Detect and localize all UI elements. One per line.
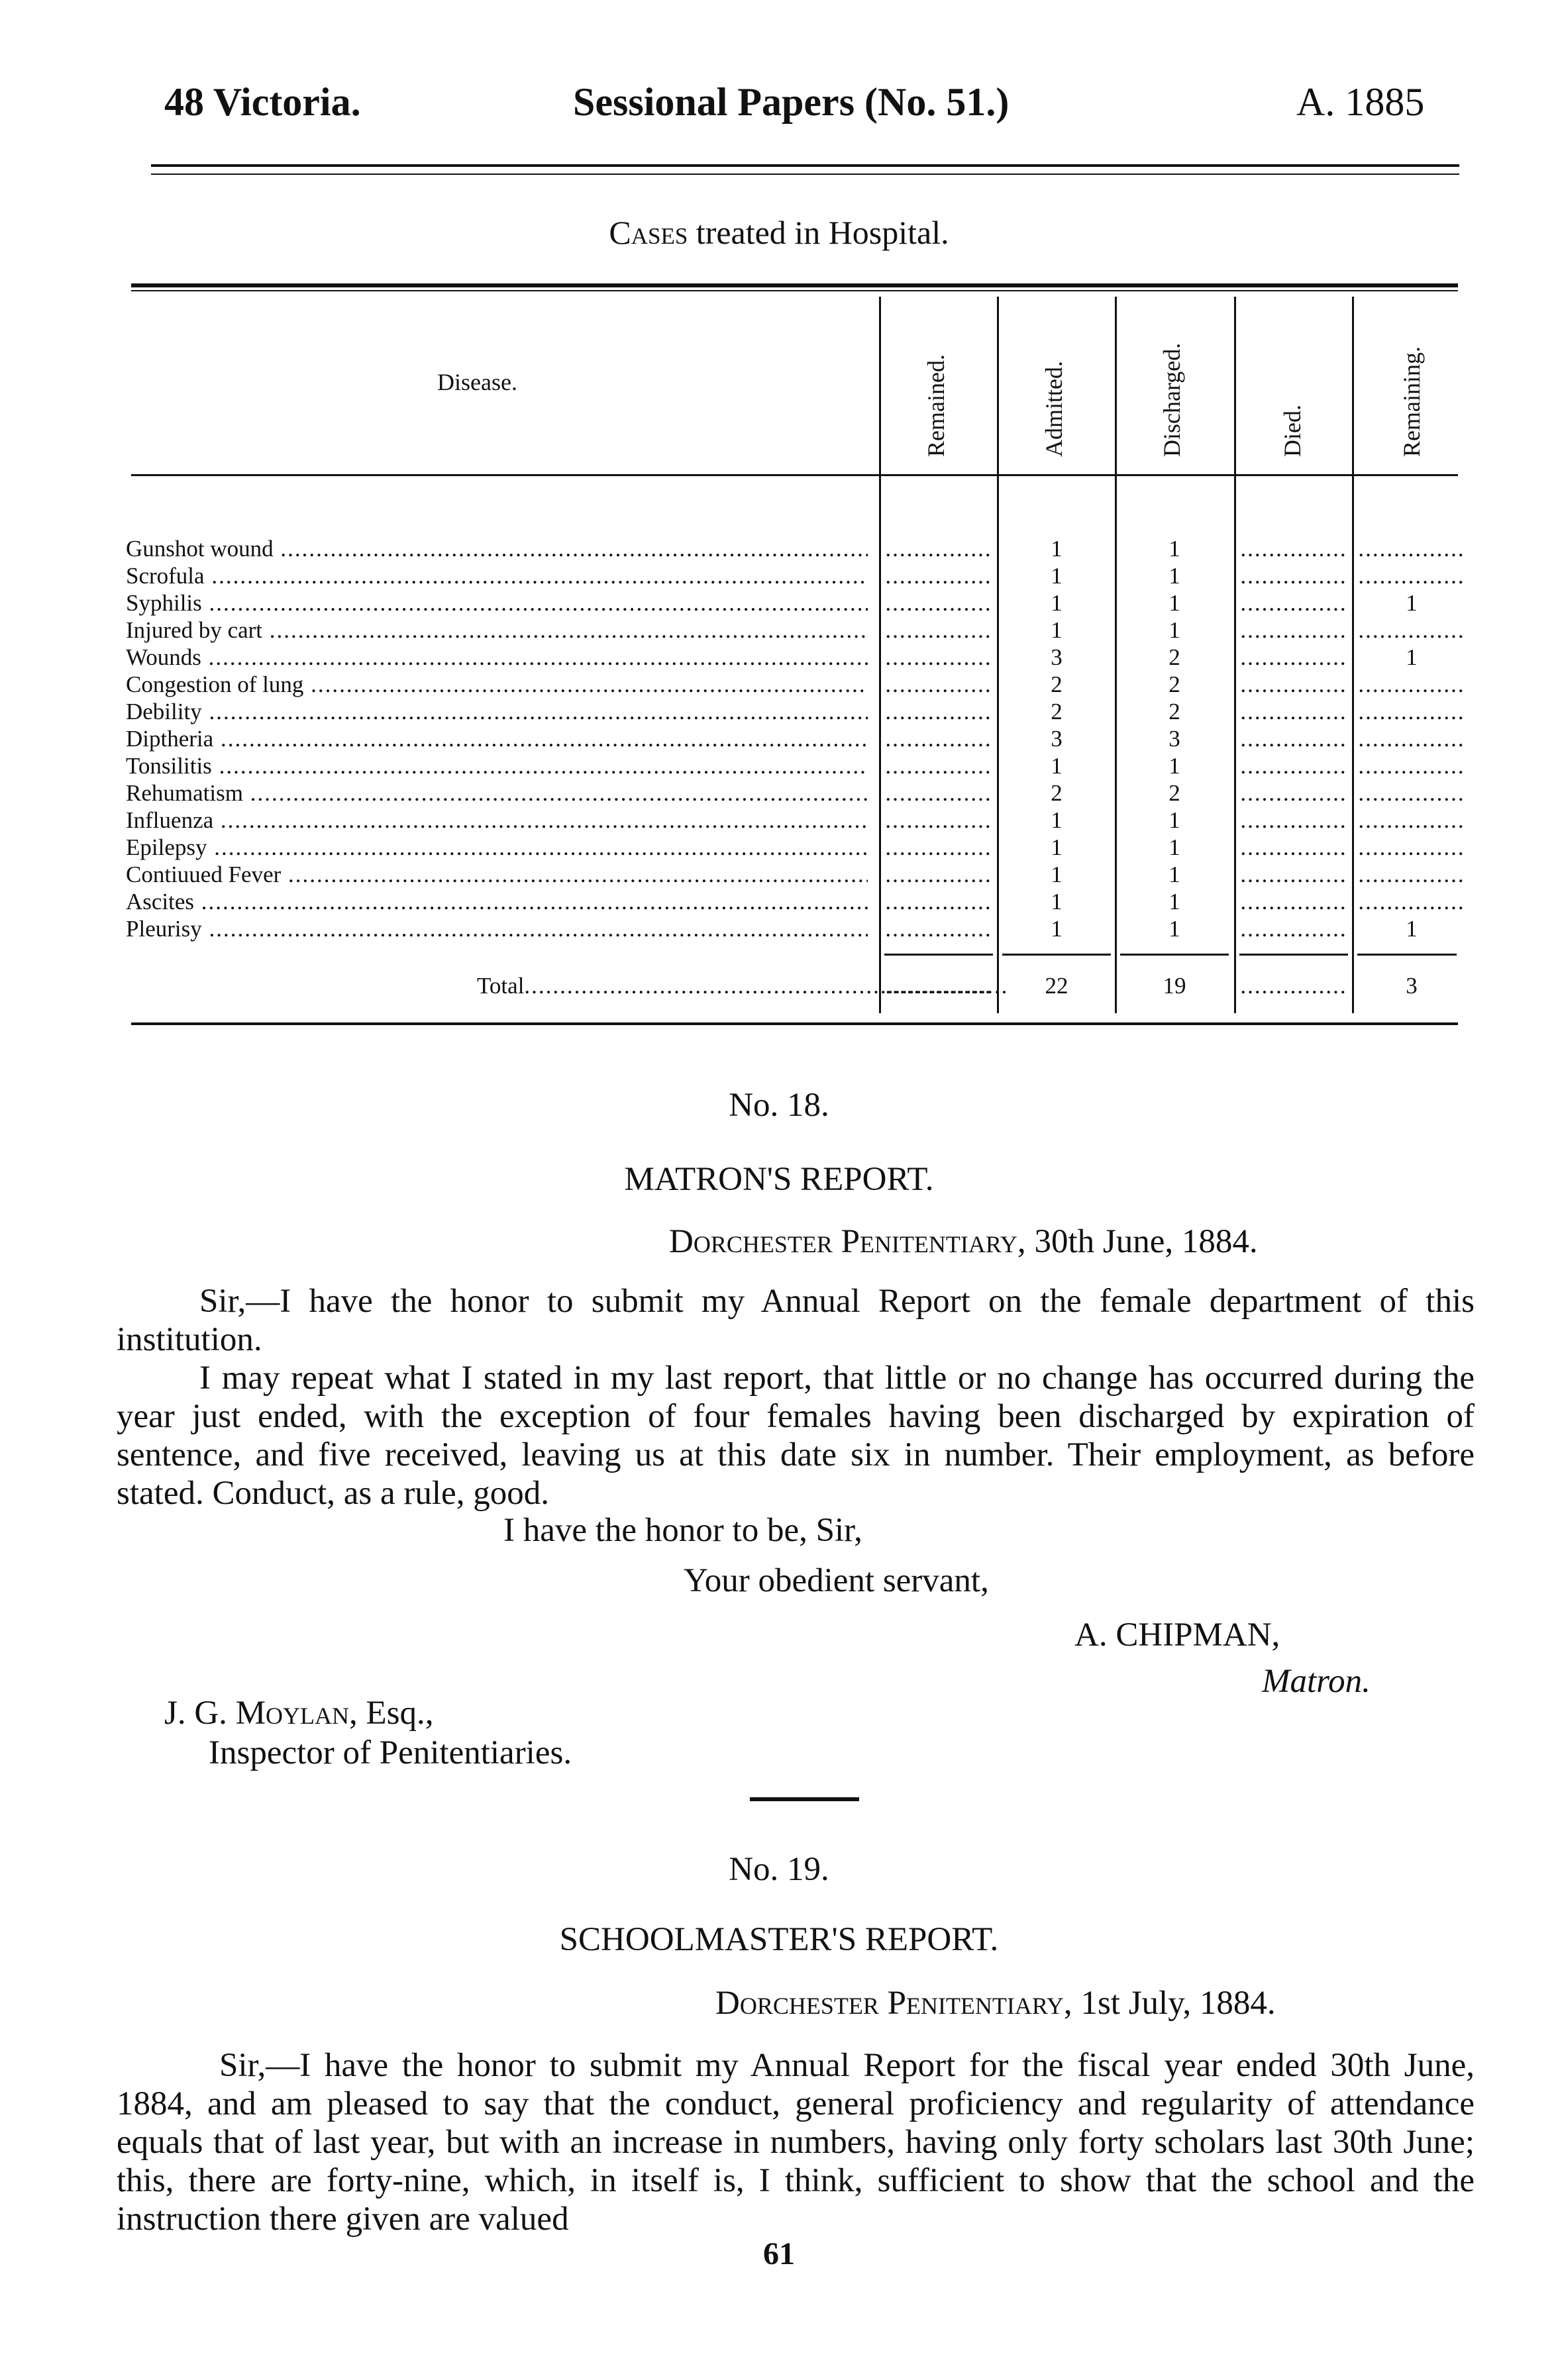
total-rule-remained	[884, 954, 993, 956]
cell-admitted: 3	[1051, 726, 1063, 752]
cell-remaining	[1355, 779, 1468, 807]
cell-died	[1237, 725, 1350, 753]
table-row	[126, 617, 1484, 644]
cell-discharged: 1	[1168, 753, 1180, 779]
table-rule-top	[131, 283, 1458, 287]
column-header-discharged: Discharged.	[1159, 342, 1185, 457]
disease-name: Scrofula	[126, 563, 205, 589]
cell-remaining	[1355, 807, 1468, 834]
column-header-died: Died.	[1279, 405, 1306, 457]
cell-died	[1237, 888, 1350, 916]
cell-died	[1237, 915, 1350, 943]
disease-name: Diptheria	[126, 726, 214, 752]
cell-remaining: 1	[1406, 644, 1418, 670]
cell-discharged: 2	[1168, 671, 1180, 697]
cell-remained	[882, 915, 995, 943]
table-row	[126, 779, 1484, 807]
cell-remained	[882, 888, 995, 916]
cell-remained	[882, 779, 995, 807]
cell-discharged: 1	[1168, 536, 1180, 562]
matron-paragraph-1: Sir,—I have the honor to submit my Annual Report on the female department of this institution.	[117, 1283, 1475, 1358]
addressee-prefix: J. G.	[164, 1695, 236, 1732]
column-header-admitted: Admitted.	[1041, 361, 1067, 457]
cell-remaining	[1355, 698, 1468, 726]
matron-addressee-title: Inspector of Penitentiaries.	[209, 1734, 572, 1771]
column-header-remaining: Remaining.	[1398, 346, 1425, 457]
total-discharged: 19	[1163, 973, 1186, 999]
schoolmaster-report-title: SCHOOLMASTER'S REPORT.	[559, 1921, 999, 1958]
cell-admitted: 1	[1051, 807, 1063, 833]
cell-admitted: 1	[1051, 834, 1063, 860]
cell-died	[1237, 752, 1350, 780]
page-number: 61	[763, 2236, 795, 2271]
disease-name: Tonsilitis	[126, 753, 212, 779]
table-row	[126, 644, 1484, 671]
cell-discharged: 1	[1168, 590, 1180, 616]
schoolmaster-paragraph-1: Sir,—I have the honor to submit my Annual Report for the fiscal year ended 30th June, 1884, and am pleased to say that the conduct, general proficiency and regularity of attendance equals that of last year, but with an increase in numbers, having only forty scholars last 30th June; this, there are forty-nine, which, in itself is, I think, sufficient to show that the school and the instruction there given are valued	[117, 2047, 1475, 2238]
cell-remaining	[1355, 671, 1468, 699]
cell-discharged: 2	[1168, 699, 1180, 724]
table-row	[126, 888, 1484, 916]
disease-name: Debility	[126, 699, 202, 724]
cell-discharged: 1	[1168, 807, 1180, 833]
cell-admitted: 2	[1051, 699, 1063, 724]
cell-admitted: 1	[1051, 563, 1063, 589]
cell-remained	[882, 725, 995, 753]
table-row	[126, 752, 1484, 780]
table-total-row	[126, 972, 1484, 1000]
cell-admitted: 2	[1051, 780, 1063, 806]
table-row	[126, 834, 1484, 862]
disease-name: Gunshot wound	[126, 536, 274, 562]
disease-name: Congestion of lung	[126, 671, 304, 697]
total-rule-remaining	[1357, 954, 1457, 956]
schoolmaster-place: Dorchester Penitentiary,	[715, 1985, 1072, 2022]
cell-admitted: 1	[1051, 753, 1063, 779]
table-caption	[0, 213, 1558, 252]
cell-remaining	[1355, 752, 1468, 780]
cell-admitted: 1	[1051, 590, 1063, 616]
cell-remaining	[1355, 562, 1468, 590]
cell-discharged: 1	[1168, 617, 1180, 643]
table-row	[126, 807, 1484, 834]
total-rule-admitted	[1002, 954, 1111, 956]
disease-name: Contiuued Fever	[126, 862, 282, 887]
header-session: 48 Victoria.	[164, 80, 361, 124]
cell-remaining	[1355, 535, 1468, 563]
matron-addressee	[164, 1694, 434, 1732]
cell-discharged: 2	[1168, 644, 1180, 670]
cell-remaining	[1355, 888, 1468, 916]
total-remained	[882, 972, 995, 1000]
total-remaining: 3	[1406, 973, 1418, 999]
cell-died	[1237, 834, 1350, 862]
schoolmaster-dateline	[715, 1984, 1276, 2022]
cell-admitted: 1	[1051, 916, 1063, 942]
matron-report-number: No. 18.	[729, 1087, 829, 1124]
table-row	[126, 562, 1484, 590]
cell-died	[1237, 671, 1350, 699]
cell-admitted: 1	[1051, 617, 1063, 643]
cell-died	[1237, 698, 1350, 726]
disease-name: Pleurisy	[126, 916, 202, 942]
cell-admitted: 3	[1051, 644, 1063, 670]
total-died	[1237, 972, 1350, 1000]
cell-died	[1237, 779, 1350, 807]
column-header-remained: Remained.	[923, 354, 949, 457]
matron-signer: A. CHIPMAN,	[1074, 1616, 1280, 1654]
table-row	[126, 589, 1484, 617]
column-header-disease: Disease.	[437, 369, 517, 395]
caption-prefix: Cases	[609, 214, 688, 251]
cell-died	[1237, 535, 1350, 563]
table-row	[126, 861, 1484, 889]
matron-report-title: MATRON'S REPORT.	[624, 1161, 934, 1198]
cell-admitted: 2	[1051, 671, 1063, 697]
cell-remaining: 1	[1406, 916, 1418, 942]
cell-admitted: 1	[1051, 889, 1063, 915]
cell-remained	[882, 562, 995, 590]
total-label: Total	[477, 973, 525, 999]
cell-remaining: 1	[1406, 590, 1418, 616]
cell-discharged: 1	[1168, 563, 1180, 589]
cell-remaining	[1355, 617, 1468, 644]
total-rule-died	[1239, 954, 1348, 956]
table-rule-top-thin	[131, 290, 1458, 291]
cell-died	[1237, 861, 1350, 889]
matron-date: 30th June, 1884.	[1025, 1223, 1258, 1260]
table-row	[126, 915, 1484, 943]
cell-remained	[882, 834, 995, 862]
disease-name: Rehumatism	[126, 780, 243, 806]
total-admitted: 22	[1045, 973, 1068, 999]
table-rule-header	[131, 474, 1458, 476]
cell-died	[1237, 589, 1350, 617]
schoolmaster-report-number: No. 19.	[729, 1851, 829, 1888]
cell-remained	[882, 671, 995, 699]
cell-died	[1237, 644, 1350, 671]
cell-died	[1237, 562, 1350, 590]
cell-discharged: 1	[1168, 889, 1180, 915]
disease-name: Epilepsy	[126, 834, 207, 860]
cell-discharged: 2	[1168, 780, 1180, 806]
header-rule-bottom	[151, 174, 1459, 175]
cell-discharged: 1	[1168, 862, 1180, 887]
matron-closing-2: Your obedient servant,	[684, 1562, 989, 1599]
addressee-suffix: , Esq.,	[349, 1695, 434, 1732]
caption-rest: treated in Hospital.	[688, 214, 949, 251]
cell-remained	[882, 589, 995, 617]
cell-remaining	[1355, 834, 1468, 862]
table-row	[126, 671, 1484, 699]
header-rule-top	[151, 164, 1459, 167]
cell-remained	[882, 861, 995, 889]
cell-admitted: 1	[1051, 862, 1063, 887]
cell-remained	[882, 644, 995, 671]
cell-admitted: 1	[1051, 536, 1063, 562]
disease-name: Injured by cart	[126, 617, 263, 643]
section-separator	[750, 1797, 859, 1801]
table-row	[126, 535, 1484, 563]
cell-died	[1237, 807, 1350, 834]
matron-closing-1: I have the honor to be, Sir,	[503, 1512, 862, 1549]
table-rule-bottom	[131, 1022, 1458, 1025]
disease-name: Wounds	[126, 644, 201, 670]
matron-paragraph-2: I may repeat what I stated in my last report, that little or no change has occurred during the year just ended, with the exception of four females having been discharged by expiration of sentence, and five received, leaving us at this date six in number. Their employment, as before stated. Conduct, as a rule, good.	[117, 1360, 1475, 1512]
cell-remained	[882, 807, 995, 834]
disease-name: Ascites	[126, 889, 195, 915]
cell-discharged: 3	[1168, 726, 1180, 752]
table-row	[126, 698, 1484, 726]
disease-name: Influenza	[126, 807, 214, 833]
cell-died	[1237, 617, 1350, 644]
cell-remained	[882, 535, 995, 563]
cell-remained	[882, 617, 995, 644]
cell-remained	[882, 698, 995, 726]
matron-signer-title: Matron.	[1262, 1663, 1371, 1700]
cell-discharged: 1	[1168, 916, 1180, 942]
cell-remained	[882, 752, 995, 780]
cell-discharged: 1	[1168, 834, 1180, 860]
total-rule-discharged	[1120, 954, 1229, 956]
table-row	[126, 725, 1484, 753]
cell-remaining	[1355, 725, 1468, 753]
disease-name: Syphilis	[126, 590, 202, 616]
matron-dateline	[669, 1222, 1258, 1261]
header-sessional-papers: Sessional Papers (No. 51.)	[573, 80, 1010, 124]
cell-remaining	[1355, 861, 1468, 889]
matron-place: Dorchester Penitentiary,	[669, 1223, 1026, 1260]
addressee-name: Moylan	[235, 1695, 350, 1732]
header-year: A. 1885	[1296, 80, 1425, 124]
schoolmaster-date: 1st July, 1884.	[1072, 1985, 1276, 2022]
